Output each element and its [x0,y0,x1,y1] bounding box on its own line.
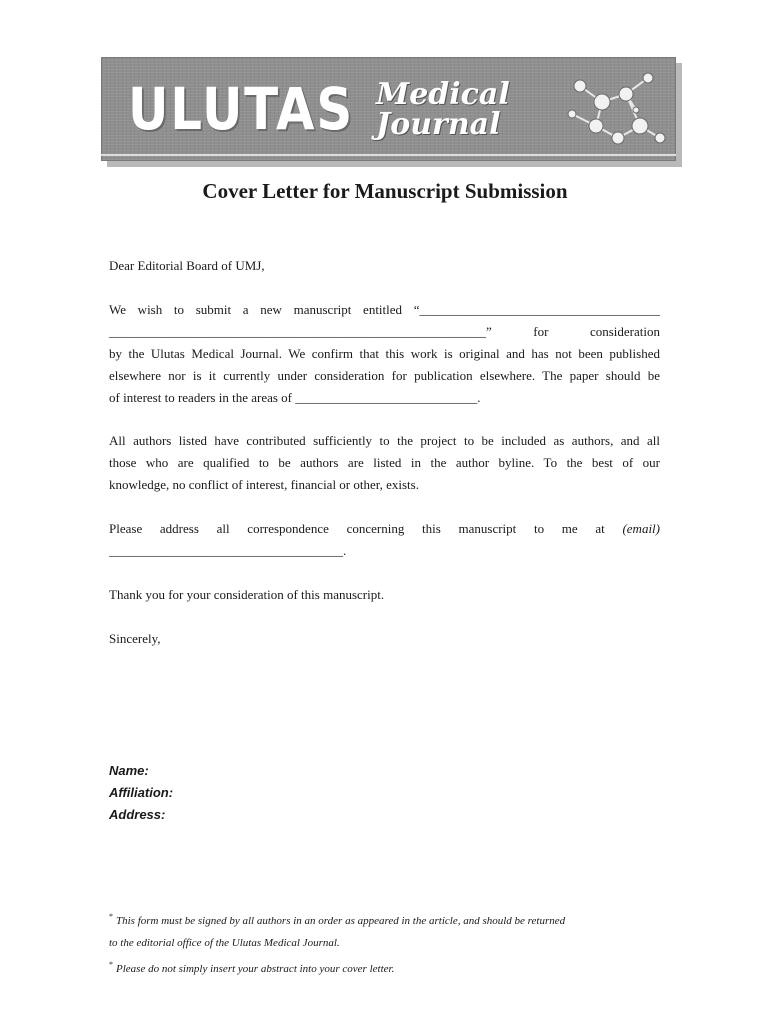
paragraph-correspondence-line2: ____________________________________. [109,543,347,558]
brand-subtitle [376,77,536,142]
paragraph-manuscript-line5: of interest to readers in the areas of ____________________________. [109,390,481,405]
page-title: Cover Letter for Manuscript Submission [202,179,568,203]
paragraph-correspondence-line1 [109,518,660,540]
paragraph-authors-line1: All authors listed have contributed sufficiently to the project to be included as authors, and all [109,433,660,448]
paragraph-manuscript-line2: __________________________________________________________” for consideration [109,324,660,339]
address-label: Address: [109,807,166,822]
footnote-mark: * [109,960,113,969]
brand-name: ULUTAS [128,75,355,143]
affiliation-label: Affiliation: [109,785,174,800]
paragraph-correspondence [109,518,660,562]
email-label: (email) [622,521,660,536]
closing-text: Sincerely, [109,631,161,646]
paragraph-manuscript-line1: We wish to submit a new manuscript entitled “_____________________________________ [109,302,660,317]
brand-subtitle-line2: Journal [376,107,501,142]
paragraph-manuscript [109,299,660,409]
molecule-icon [552,64,672,156]
footnote-mark: * [109,912,113,921]
footnote-1-text: This form must be signed by all authors in an order as appeared in the article, and should be returned [116,915,566,927]
salutation: Dear Editorial Board of UMJ, [109,258,265,273]
paragraph-manuscript-line4: elsewhere nor is it currently under consideration for publication elsewhere. The paper should be [109,368,660,383]
footnote-2 [109,954,664,980]
name-label: Name: [109,763,149,778]
footnote-2-text: Please do not simply insert your abstract into your cover letter. [116,963,395,975]
footnote-1-line2: to the editorial office of the Ulutas Medical Journal. [109,937,340,949]
footnote-1-line1 [109,906,664,932]
brand-subtitle-line1: Medical [376,77,510,112]
footnotes [109,906,664,980]
thanks-text: Thank you for your consideration of this manuscript. [109,587,385,602]
paragraph-manuscript-line3: by the Ulutas Medical Journal. We confirm that this work is original and has not been published [109,346,660,361]
paragraph-authors-line3: knowledge, no conflict of interest, financial or other, exists. [109,477,419,492]
paragraph-authors [109,430,660,496]
correspondence-text: Please address all correspondence concerning this manuscript to me at [109,521,605,536]
paragraph-authors-line2: those who are qualified to be authors are listed in the author byline. To the best of our [109,455,660,470]
signature-fields [109,760,173,826]
